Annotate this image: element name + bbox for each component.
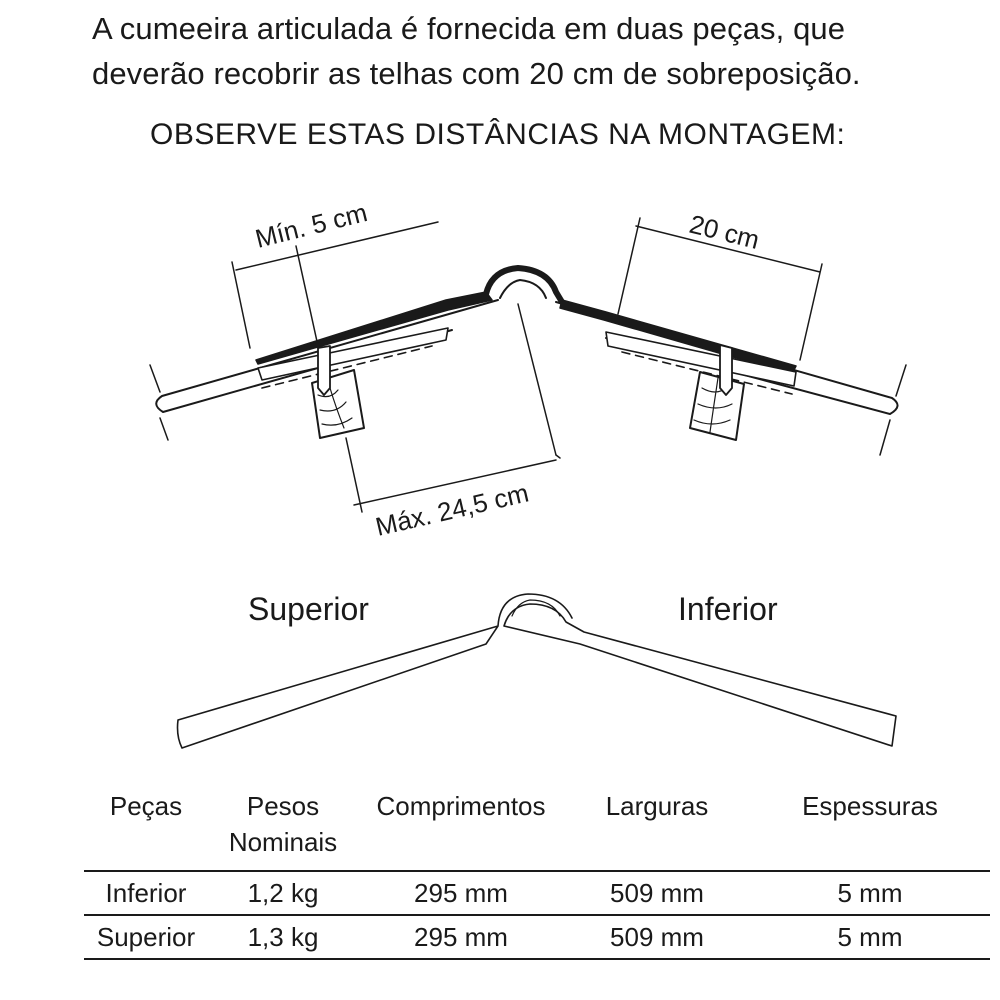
table-row: [84, 915, 990, 959]
header-thicknesses: Espessuras: [802, 791, 938, 821]
cell: Superior: [96, 922, 196, 952]
ridge-hinge: [486, 268, 562, 302]
specs-table: [84, 782, 990, 960]
cell: 509 mm: [610, 878, 704, 908]
assembly-heading: OBSERVE ESTAS DISTÂNCIAS NA MONTAGEM:: [150, 118, 846, 151]
upper-piece-outline: [178, 594, 573, 748]
intro-line-2: deverão recobrir as telhas com 20 cm de sobreposição.: [92, 56, 861, 91]
header-pieces: Peças: [109, 791, 183, 821]
cell: 5 mm: [837, 922, 903, 952]
right-ridge-piece: [560, 300, 796, 374]
cell: 5 mm: [837, 878, 903, 908]
header-weights: Pesos Nominais: [228, 791, 338, 857]
cell: 295 mm: [414, 878, 508, 908]
min-distance-label: Mín. 5 cm: [252, 197, 371, 254]
header-lengths: Comprimentos: [376, 791, 546, 821]
upper-piece-label: Superior: [248, 591, 369, 627]
cell: 509 mm: [610, 922, 704, 952]
cell: 1,2 kg: [247, 878, 319, 908]
header-widths: Larguras: [605, 791, 709, 821]
max-distance-label: Máx. 24,5 cm: [372, 477, 532, 542]
table-row: [84, 871, 990, 915]
lower-piece-label: Inferior: [678, 591, 778, 627]
intro-line-1: A cumeeira articulada é fornecida em duas peças, que: [92, 11, 846, 46]
overlap-distance-label: 20 cm: [686, 208, 763, 255]
cell: Inferior: [105, 878, 187, 908]
cell: 295 mm: [414, 922, 508, 952]
table-header-row: [84, 782, 990, 871]
cell: 1,3 kg: [247, 922, 319, 952]
